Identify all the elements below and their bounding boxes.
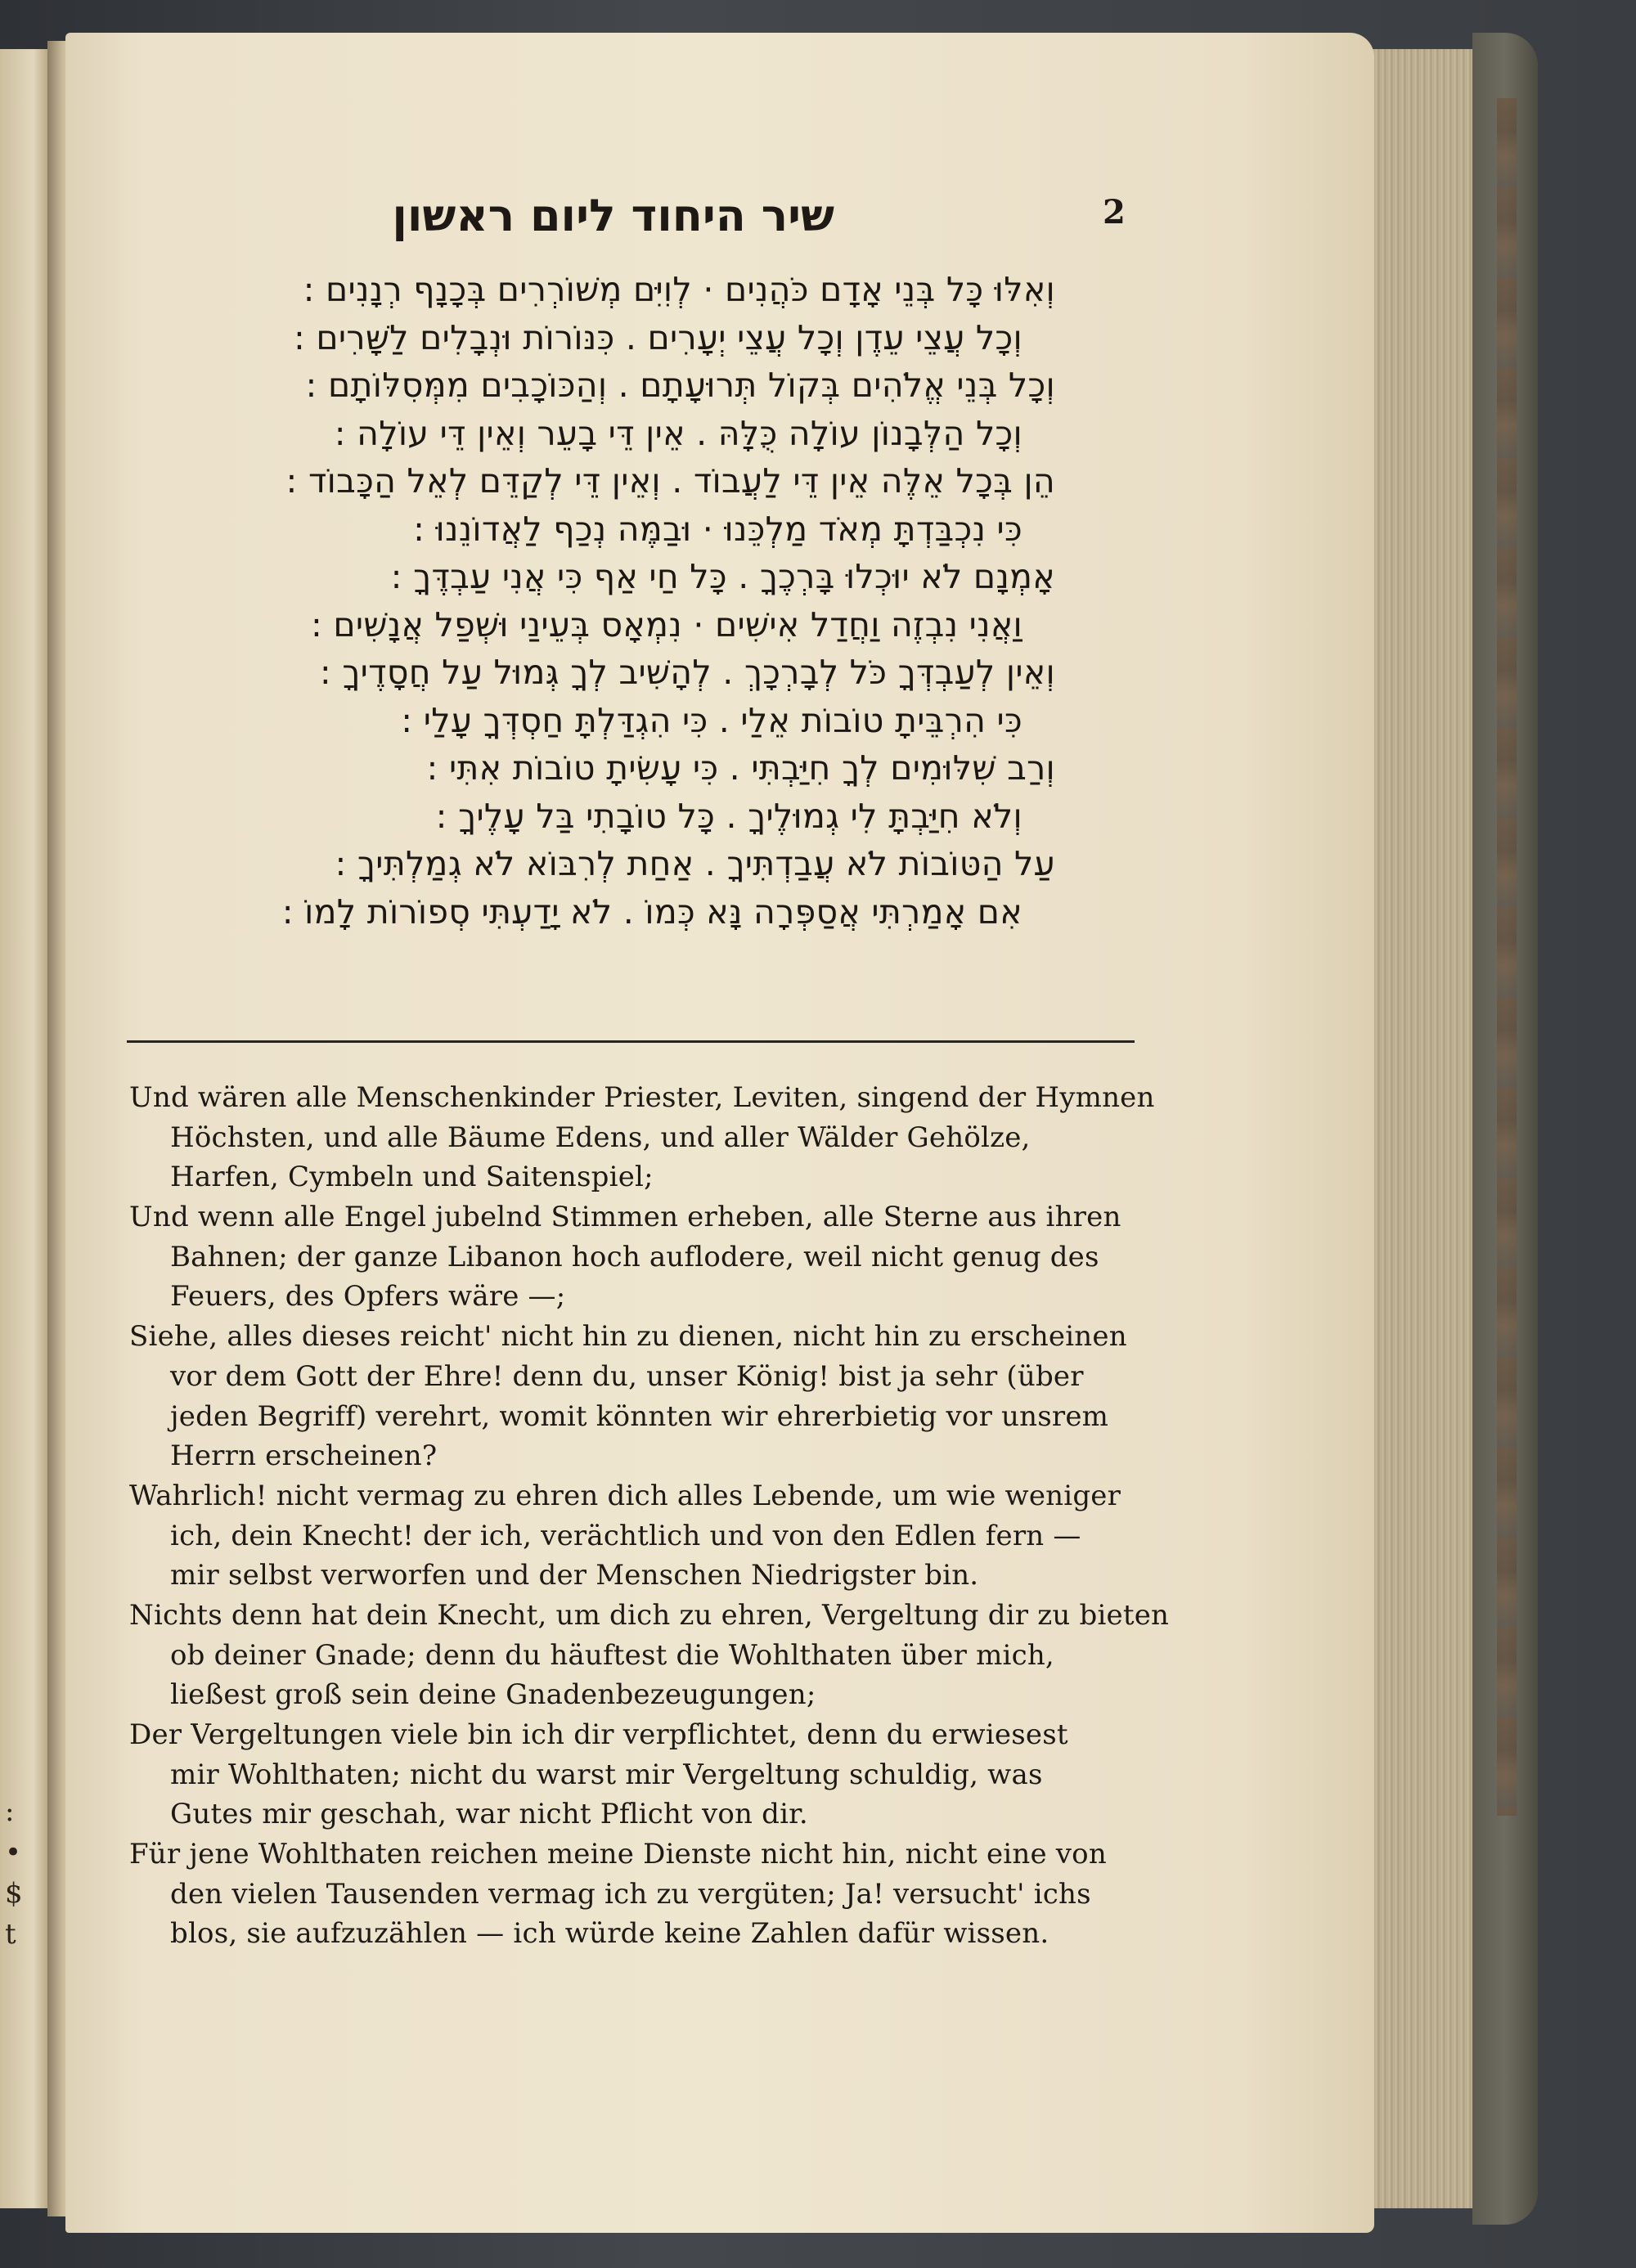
german-line: Gutes mir geschah, war nicht Pflicht von dir. [170, 1798, 808, 1831]
german-line: vor dem Gott der Ehre! denn du, unser König! bist ja sehr (über [170, 1359, 1084, 1393]
cover-wear-texture [1497, 98, 1517, 1816]
hebrew-line: וְאֵין לְעַבְדְּךָ כֹּל לְבָרְכָךְ . לְהָשִׁיב לְךָ גְּמוּל עַל חֲסָדֶיךָ : [319, 653, 1055, 692]
german-line: Wahrlich! nicht vermag zu ehren dich alles Lebende, um wie weniger [129, 1479, 1121, 1512]
german-paragraph [129, 1317, 1144, 1476]
hebrew-line: כִּי הִרְבֵּיתָ טוֹבוֹת אֵלַי . כִּי הִגְדַּלְתָּ חַסְדְּךָ עָלַי : [401, 700, 1022, 740]
german-line: Herrn erscheinen? [170, 1439, 438, 1473]
hebrew-verse-block [196, 266, 1055, 936]
hebrew-line: כִּי נִכְבַּדְתָּ מְאֹד מַלְכֵּנוּ · וּבַמֶּה נְכַף לַאֲדוֹנֵנוּ : [413, 509, 1022, 549]
german-paragraph [129, 1835, 1144, 1954]
hebrew-line: וְאִלּוּ כָּל בְּנֵי אָדָם כֹּהֲנִים · לְוִיִּם מְשׁוֹרְרִים בְּכָנָף רְנָנִים : [303, 270, 1055, 309]
german-line: Feuers, des Opfers wäre —; [170, 1280, 566, 1314]
german-line: ließest groß sein deine Gnadenbezeugungen; [170, 1678, 816, 1712]
german-line: Nichts denn hat dein Knecht, um dich zu ehren, Vergeltung dir zu bieten [129, 1598, 1170, 1632]
german-paragraph [129, 1715, 1144, 1835]
hebrew-line: הֵן בְּכָל אֵלֶּה אֵין דֵּי לַעֲבוֹד . וְאֵין דֵּי לְקַדֵּם לְאֵל הַכָּבוֹד : [285, 461, 1055, 501]
hebrew-line: וְכָל בְּנֵי אֱלֹהִים בְּקוֹל תְּרוּעָתָם . וְהַכּוֹכָבִים מִמְּסִלּוֹתָם : [305, 366, 1055, 405]
german-paragraph [129, 1197, 1144, 1317]
german-translation-block [129, 1078, 1170, 1954]
german-line: Für jene Wohlthaten reichen meine Dienste nicht hin, nicht eine von [129, 1838, 1107, 1871]
german-line: mir selbst verworfen und der Menschen Niedrigster bin. [170, 1559, 979, 1592]
hebrew-line: וְלֹא חִיַּבְתָּ לִי גְמוּלֶיךָ . כָּל טוֹבָתִי בַּל עָלֶיךָ : [435, 796, 1022, 836]
section-divider [127, 1040, 1135, 1043]
left-page-edge [0, 49, 50, 2208]
hebrew-title: שיר היחוד ליום ראשון [392, 190, 834, 241]
left-mark: : [5, 1795, 15, 1828]
hebrew-line: אִם אָמַרְתִּי אֲסַפְּרָה נָּא כְּמוֹ . לֹא יָדַעְתִּי סְפוֹרוֹת לָמוֹ : [281, 891, 1022, 932]
hebrew-line: וְכָל הַלְּבָנוֹן עוֹלָה כֻּלָּהּ . אֵין דֵּי בָעֵר וְאֵין דֵּי עוֹלָה : [334, 413, 1022, 453]
german-line: jeden Begriff) verehrt, womit könnten wir ehrerbietig vor unsrem [170, 1399, 1109, 1433]
hebrew-line: אָמְנָם לֹא יוּכְלוּ בָּרְכֶךָ . כָּל חַי אַף כִּי אֲנִי עַבְדֶּךָ : [390, 557, 1055, 596]
german-line: Bahnen; der ganze Libanon hoch auflodere, weil nicht genug des [170, 1240, 1099, 1273]
german-line: Der Vergeltungen viele bin ich dir verpflichtet, denn du erwiesest [129, 1718, 1068, 1751]
german-paragraph [129, 1596, 1170, 1715]
german-line: ob deiner Gnade; denn du häuftest die Wohlthaten über mich, [170, 1638, 1054, 1672]
hebrew-line: עַל הַטּוֹבוֹת לֹא עֲבַדְתִּיךָ . אַחַת לְרִבּוֹא לֹא גְמַלְתִּיךָ : [335, 844, 1055, 883]
german-line: Harfen, Cymbeln und Saitenspiel; [170, 1161, 654, 1194]
hebrew-line: וַאֲנִי נִבְזֶה וַחֲדַל אִישִׁים · נִמְאָס בְּעֵינַי וּשְׁפַל אֲנָשִׁים : [310, 604, 1022, 644]
left-page-fragments [5, 1791, 21, 1955]
page-number: 2 [1103, 193, 1126, 231]
german-paragraph [129, 1476, 1144, 1596]
german-line: blos, sie aufzuzählen — ich würde keine Zahlen dafür wissen. [170, 1917, 1049, 1951]
left-mark: t [5, 1918, 16, 1951]
left-mark: • [5, 1836, 22, 1869]
hebrew-line: וְכָל עֲצֵי עֵדֶן וְכָל עֲצֵי יְעָרִים . כִּנּוֹרוֹת וּנְבָלִים לַשָּׁרִים : [293, 317, 1022, 357]
german-line: den vielen Tausenden vermag ich zu vergüten; Ja! versucht' ichs [170, 1877, 1091, 1911]
hebrew-line: וְרַב שִׁלּוּמִים לְךָ חִיַּבְתִּי . כִּי עָשִׂיתָ טוֹבוֹת אִתִּי : [426, 748, 1055, 788]
german-line: Höchsten, und alle Bäume Edens, und aller Wälder Gehölze, [170, 1121, 1031, 1154]
german-paragraph [129, 1078, 1155, 1197]
german-line: ich, dein Knecht! der ich, verächtlich und von den Edlen fern — [170, 1519, 1081, 1552]
left-mark: $ [5, 1877, 23, 1910]
german-line: Und wenn alle Engel jubelnd Stimmen erheben, alle Sterne aus ihren [129, 1201, 1121, 1234]
german-line: Und wären alle Menschenkinder Priester, Leviten, singend der Hymnen [129, 1081, 1155, 1114]
german-line: Siehe, alles dieses reicht' nicht hin zu dienen, nicht hin zu erscheinen [129, 1320, 1127, 1354]
german-line: mir Wohlthaten; nicht du warst mir Vergeltung schuldig, was [170, 1758, 1043, 1791]
